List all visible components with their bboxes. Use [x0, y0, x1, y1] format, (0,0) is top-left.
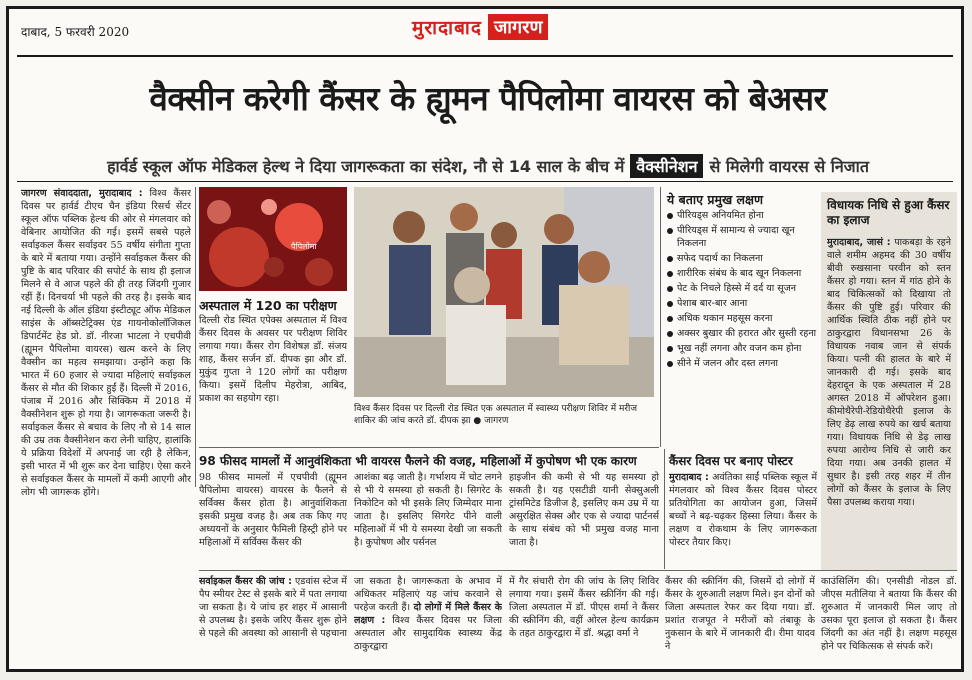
symptom-item: पीरियड्स अनियमित होना — [667, 209, 817, 222]
sidebar-text: मुरादाबाद, जासं : पाकबड़ा के रहने वाले शमीम अहमद की 30 वर्षीय बीवी रुखसाना परवीन को स्तन कैंसर हो गया। स्तन में गांठ होने के बाद चिकित्सकों को दिखाया तो कैंसर की पुष्टि हुई। परिवार की आर्थिक स्थिति ठीक नहीं होने पर ठाकुरद्वारा विधानसभा 26 के विधायक नवाब जान से संपर्क किया। पत्नी की हालत के बारे में जानकारी दी गई। इसके बाद देहरादून के एक अस्पताल में 28 अगस्त 2018 में ऑपरेशन हुआ। कीमोथैरेपी-रेडियोथैरेपी इलाज के लिए डेढ़ लाख रुपये का खर्च बताया गया। विधायक निधि से डेढ़ लाख रुपया आरोग्य निधि से जारी कर दिया गया। अब उनकी हालत में सुधार है। इसी तरह शहर में तीन लोगों को कैंसर के इलाज के लिए पैसा उपलब्ध कराया गया। — [827, 237, 951, 508]
masthead — [412, 13, 612, 41]
sidebar-head: विधायक निधि से हुआ कैंसर का इलाज — [827, 198, 950, 227]
subhead — [23, 154, 953, 178]
symptoms-head: ये बताए प्रमुख लक्षण — [667, 192, 764, 207]
sub-rule — [17, 181, 953, 182]
bottom-col-5: काउंसिलिंग की। एनसीडी नोडल डॉ. जीएस मतीलिया ने बताया कि कैंसर की शुरुआत में जानकारी मिल जाए तो उसका पूरा इलाज हो सकता है। कैंसर जिंदगी का अंत नहीं है। लक्षण महसूस होने पर चिकित्सक से संपर्क करें। — [821, 576, 957, 652]
divider — [660, 187, 661, 447]
virus-illustration — [199, 187, 347, 291]
divider — [195, 187, 196, 487]
genetic-head: 98 फीसद मामलों में आनुवंशिकता भी वायरस फैलने की वजह, महिलाओं में कुपोषण भी एक कारण — [199, 454, 637, 468]
symptom-item: शारीरिक संबंध के बाद खून निकलना — [667, 267, 817, 280]
divider — [199, 447, 659, 448]
masthead-paper: जागरण — [488, 14, 549, 40]
bottom-col1-head: सर्वाइकल कैंसर की जांच : — [199, 576, 292, 587]
newspaper-page — [6, 6, 964, 672]
genetic-col-3: हाइजीन की कमी से भी यह समस्या हो सकती है। यह एसटीडी यानी सेक्सुअली ट्रांसमिटेड डिजीज है, इसलिए कम उम्र में या असुरक्षित सेक्स और एक से ज्यादा पार्टनर्स के साथ संबंध को भी प्रमुख वजह माना जाता है। — [509, 472, 659, 548]
top-bar — [17, 15, 953, 41]
box120-head: अस्पताल में 120 का परीक्षण — [199, 298, 337, 313]
symptom-item: पीरियड्स में सामान्य से ज्यादा खून निकलना — [667, 224, 817, 250]
symptom-item: अधिक थकान महसूस करना — [667, 312, 817, 325]
subhead-highlight: वैक्सीनेशन — [630, 154, 703, 178]
divider — [664, 449, 665, 569]
genetic-col-2: आशंका बढ़ जाती है। गर्भाशय में चोट लगने से भी ये समस्या हो सकती है। सिगरेट के निकोटिन को भी इसके लिए जिम्मेदार माना जाता है। इसलिए सिगरेट पीने वाली महिलाओं में भी ये समस्या देखी जा सकती है। कुपोषण और पर्सनल — [354, 472, 502, 548]
poster-byline: मुरादाबाद : — [669, 472, 709, 483]
main-photo-caption: विश्व कैंसर दिवस पर दिल्ली रोड स्थित एक अस्पताल में स्वास्थ्य परीक्षण शिविर में मरीज शाकिर की जांच करते डॉ. दीपक झा ● जागरण — [354, 404, 638, 426]
genetic-col-1: 98 फीसद मामलों में एचपीवी (ह्यूमन पैपिलोमा वायरस) वायरस के फैलने से सर्विक्स कैंसर होता है। आनुवांशिकता इसकी प्रमुख वजह है। अब तक किए गए अध्ययनों के अनुसार फैमिली हिस्ट्री होने पर महिलाओं में सर्विक्स कैंसर की — [199, 472, 347, 548]
story-byline: जागरण संवाददाता, मुरादाबाद : — [21, 188, 143, 199]
bottom-col-3: में गैर संचारी रोग की जांच के लिए शिविर लगाया गया। इसमें कैंसर स्क्रीनिंग की गई। जिला अस्पताल में डॉ. पीएस शर्मा ने कैंसर की स्क्रीनिंग की, वहीं ओरल हेल्थ कार्यक्रम के तहत ठाकुरद्वारा में डॉ. श्रद्धा वर्मा ने — [509, 576, 659, 639]
virus-photo — [199, 187, 347, 291]
top-rule — [17, 55, 953, 57]
bottom-col-2: जा सकता है। जागरूकता के अभाव में अधिकतर महिलाएं यह जांच करवाने से परहेज करती हैं। दो लोगों में मिले कैंसर के लक्षण : विश्व कैंसर दिवस पर जिला अस्पताल और सामुदायिक स्वास्थ्य केंद्र ठाकुरद्वारा — [354, 576, 502, 652]
masthead-city: मुरादाबाद — [412, 17, 482, 39]
bottom-col-4: कैंसर की स्क्रीनिंग की, जिसमें दो लोगों में कैंसर के शुरुआती लक्षण मिले। इन दोनों को जिला अस्पताल रेफर कर दिया गया। डॉ. प्रशांत राजपूत ने मरीजों को तंबाकू के नुकसान के बारे में जानकारी दी। रीमा यादव ने — [665, 576, 815, 652]
dateline: दाबाद, 5 फरवरी 2020 — [21, 25, 130, 39]
divider — [199, 570, 957, 571]
symptom-item: भूख नहीं लगना और वजन कम होना — [667, 342, 817, 355]
camp-photo-illustration — [354, 187, 654, 397]
symptom-item: सीने में जलन और दस्त लगना — [667, 357, 817, 370]
subhead-after: से मिलेगी वायरस से निजात — [709, 157, 869, 176]
story-text: विश्व कैंसर दिवस पर हार्वर्ड टीएच चैन इंडिया रिसर्च सेंटर स्कूल ऑफ पब्लिक हेल्थ की ओर से मंगलवार को वेबिनार आयोजित की गई। इसमें सबसे पहले सर्वाइकल कैंसर सर्वाइवर 55 वर्षीय संगीता गुप्ता के बारे में बताया गया। उन्होंने सर्वाइकल कैंसर की पुष्टि के बाद परिवार की सपोर्ट के साथ ही इलाज मिलने से वे आज पहले की ही तरह जिंदगी गुजार रहीं हैं। दिनचर्या भी पहले की तरह है। इसके बाद नई दिल्ली के ऑल इंडिया इंस्टीट्यूट ऑफ मेडिकल साइंस के ऑब्सटेट्रिक्स एंड गायनोकोलॉजिकल डिपार्टमेंट हेड प्रो. डॉ. नीरजा भाटला ने एचपीवी (ह्यूमन पैपिलोमा वायरस) खत्म करने के लिए वैक्सीन का महत्व समझाया। उन्होंने कहा कि भारत में 60 हजार से ज्यादा महिलाएं सर्वाइकल कैंसर से मौत की शिकार हुईं हैं। दिल्ली में 2016, पंजाब में 2016 और सिक्किम में 2018 में वैक्सीनेशन शुरू हो गया है। जागरूकता जरूरी है। सर्वाइकल कैंसर से बचाव के लिए नौ से 14 साल की उम्र तक वैक्सीनेशन करा लेनी चाहिए, हालांकि ये प्रक्रिया विदेशों में अपनाई जा रही है लेकिन, इसी भारत में भी शुरू कर देना चाहिए। ऐसा करने से सर्वाइकल कैंसर के मामलों में कमी आएगी और लोग भी जागरूक होंगे। — [21, 188, 191, 498]
main-photo — [354, 187, 654, 397]
box120-text: दिल्ली रोड स्थित एपेक्स अस्पताल में विश्व कैंसर दिवस के अवसर पर परीक्षण शिविर लगाया गया। कैंसर रोग विशेषज्ञ डॉ. संजय शाह, कैंसर सर्जन डॉ. दीपक झा और डॉ. मुकुंद गुप्ता ने 120 लोगों का परीक्षण किया। इसमें दिलीप मेहरोत्रा, आबिद, प्रकाश का सहयोग रहा। — [199, 315, 347, 404]
sidebar-box — [821, 192, 957, 570]
virus-label: पैपिलोमा — [291, 242, 317, 251]
bottom-col2-head: दो लोगों में मिले कैंसर के लक्षण : — [354, 602, 502, 626]
sidebar-byline: मुरादाबाद, जासं : — [827, 237, 891, 248]
symptom-item: सफेद पदार्थ का निकलना — [667, 252, 817, 265]
symptom-item: पेट के निचले हिस्से में दर्द या सूजन — [667, 282, 817, 295]
symptoms-list — [667, 209, 817, 372]
story-column — [21, 187, 191, 662]
headline: वैक्सीन करेगी कैंसर के ह्यूमन पैपिलोमा वायरस को बेअसर — [149, 79, 827, 118]
bottom-col-1: सर्वाइकल कैंसर की जांच : एडवांस स्टेज में पैप स्मीयर टेस्ट से इसके बारे में पता लगाया जा सकता है। ये जांच हर शहर में आसानी से उपलब्ध है। इसके जरिए कैंसर शुरू होने से पहले की अवस्था को आसानी से पहचाना — [199, 576, 347, 639]
subhead-before: हार्वर्ड स्कूल ऑफ मेडिकल हेल्थ ने दिया जागरूकता का संदेश, नौ से 14 साल के बीच में — [107, 157, 625, 176]
symptom-item: अक्सर बुखार की हरारत और सुस्ती रहना — [667, 327, 817, 340]
symptom-item: पेशाब बार-बार आना — [667, 297, 817, 310]
poster-text: मुरादाबाद : अवंतिका साईं पब्लिक स्कूल में मंगलवार को विश्व कैंसर दिवस पोस्टर प्रतियोगिता का आयोजन हुआ, जिसमें बच्चों ने बढ़-चढ़कर हिस्सा लिया। कैंसर के लक्षण व रोकथाम के लिए जागरूकता पोस्टर तैयार किए। — [669, 472, 817, 548]
poster-head: कैंसर दिवस पर बनाए पोस्टर — [669, 454, 793, 468]
